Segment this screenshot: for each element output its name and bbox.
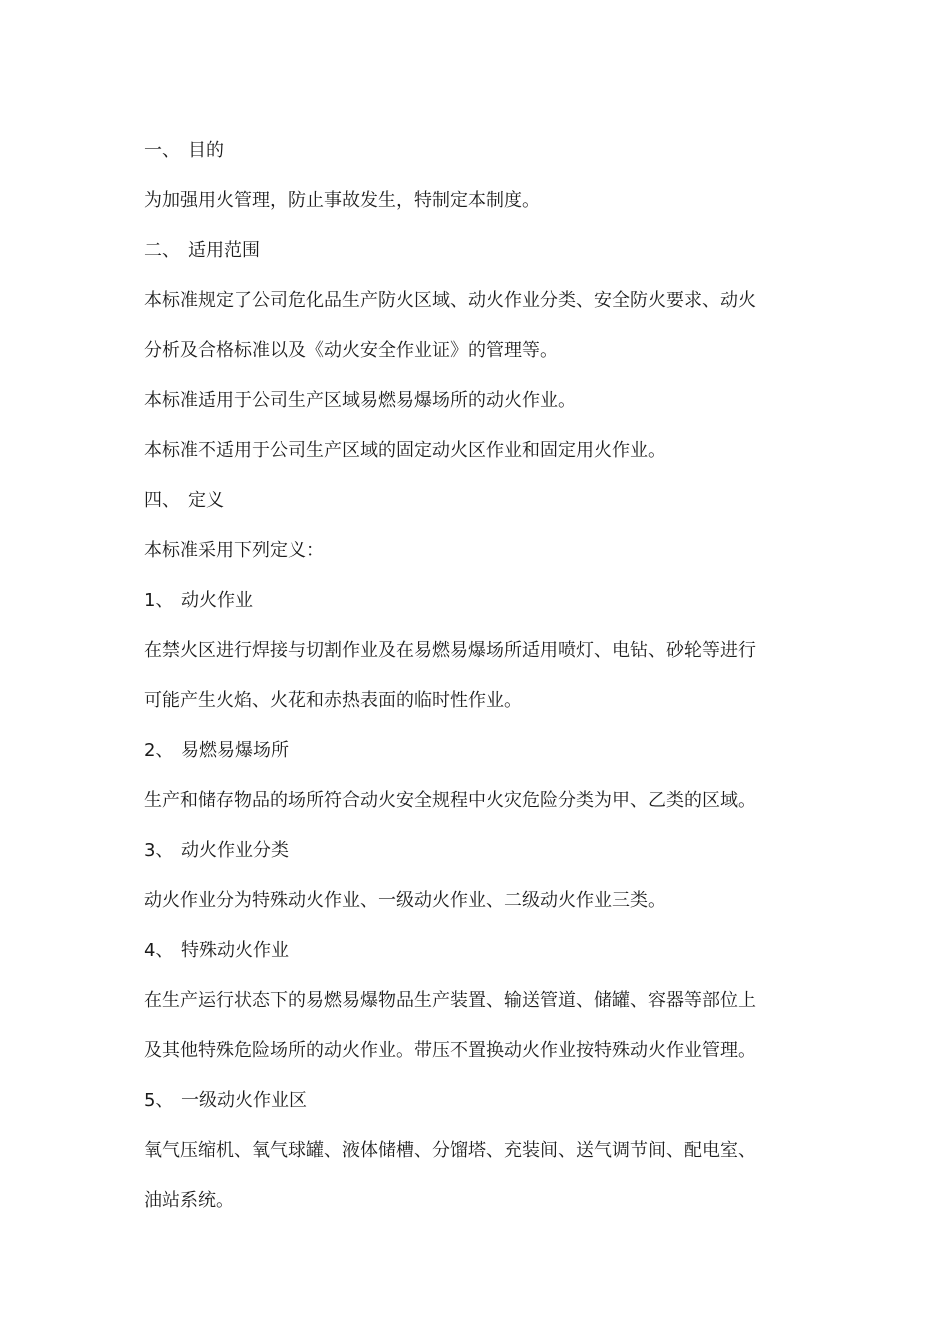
paragraph-line: 氧气压缩机、氧气球罐、液体储槽、分馏塔、充装间、送气调节间、配电室、: [144, 1140, 756, 1161]
paragraph-line: 本标准不适用于公司生产区域的固定动火区作业和固定用火作业。: [144, 440, 666, 461]
subheading-special-hot-work: [144, 926, 824, 976]
paragraph-line: 在禁火区进行焊接与切割作业及在易燃易爆场所适用喷灯、电钻、砂轮等进行: [144, 640, 756, 661]
section-number: 一、: [144, 140, 180, 161]
section-title: 适用范围: [188, 240, 260, 261]
paragraph-line: 本标准适用于公司生产区域易燃易爆场所的动火作业。: [144, 390, 576, 411]
paragraph-line: 动火作业分为特殊动火作业、一级动火作业、二级动火作业三类。: [144, 890, 666, 911]
paragraph-line: 及其他特殊危险场所的动火作业。带压不置换动火作业按特殊动火作业管理。: [144, 1040, 756, 1061]
subheading-flammable-sites: [144, 726, 824, 776]
subheading-hot-work: [144, 576, 824, 626]
paragraph-line: 可能产生火焰、火花和赤热表面的临时性作业。: [144, 690, 522, 711]
item-number: 5、: [144, 1090, 174, 1111]
paragraph-line: 本标准规定了公司危化品生产防火区域、动火作业分类、安全防火要求、动火: [144, 290, 756, 311]
section-number: 四、: [144, 490, 180, 511]
subheading-classification: [144, 826, 824, 876]
subheading-level-one-zone: [144, 1076, 824, 1126]
section-heading-scope: [144, 226, 824, 276]
item-title: 易燃易爆场所: [181, 740, 289, 761]
item-number: 4、: [144, 940, 174, 961]
item-title: 动火作业分类: [181, 840, 289, 861]
item-title: 一级动火作业区: [181, 1090, 307, 1111]
section-title: 目的: [188, 140, 224, 161]
item-title: 特殊动火作业: [181, 940, 289, 961]
item-number: 1、: [144, 590, 174, 611]
item-number: 2、: [144, 740, 174, 761]
paragraph-line: 油站系统。: [144, 1190, 234, 1211]
paragraph-line: 分析及合格标准以及《动火安全作业证》的管理等。: [144, 340, 558, 361]
section-number: 二、: [144, 240, 180, 261]
section-heading-purpose: [144, 126, 824, 176]
paragraph-line: 为加强用火管理，防止事故发生，特制定本制度。: [144, 190, 540, 211]
paragraph-line: 生产和储存物品的场所符合动火安全规程中火灾危险分类为甲、乙类的区域。: [144, 790, 756, 811]
section-heading-definitions: [144, 476, 824, 526]
item-number: 3、: [144, 840, 174, 861]
paragraph-line: 本标准采用下列定义：: [144, 540, 324, 561]
item-title: 动火作业: [181, 590, 253, 611]
section-title: 定义: [188, 490, 224, 511]
paragraph-line: 在生产运行状态下的易燃易爆物品生产装置、输送管道、储罐、容器等部位上: [144, 990, 756, 1011]
document-body: [144, 126, 824, 1226]
